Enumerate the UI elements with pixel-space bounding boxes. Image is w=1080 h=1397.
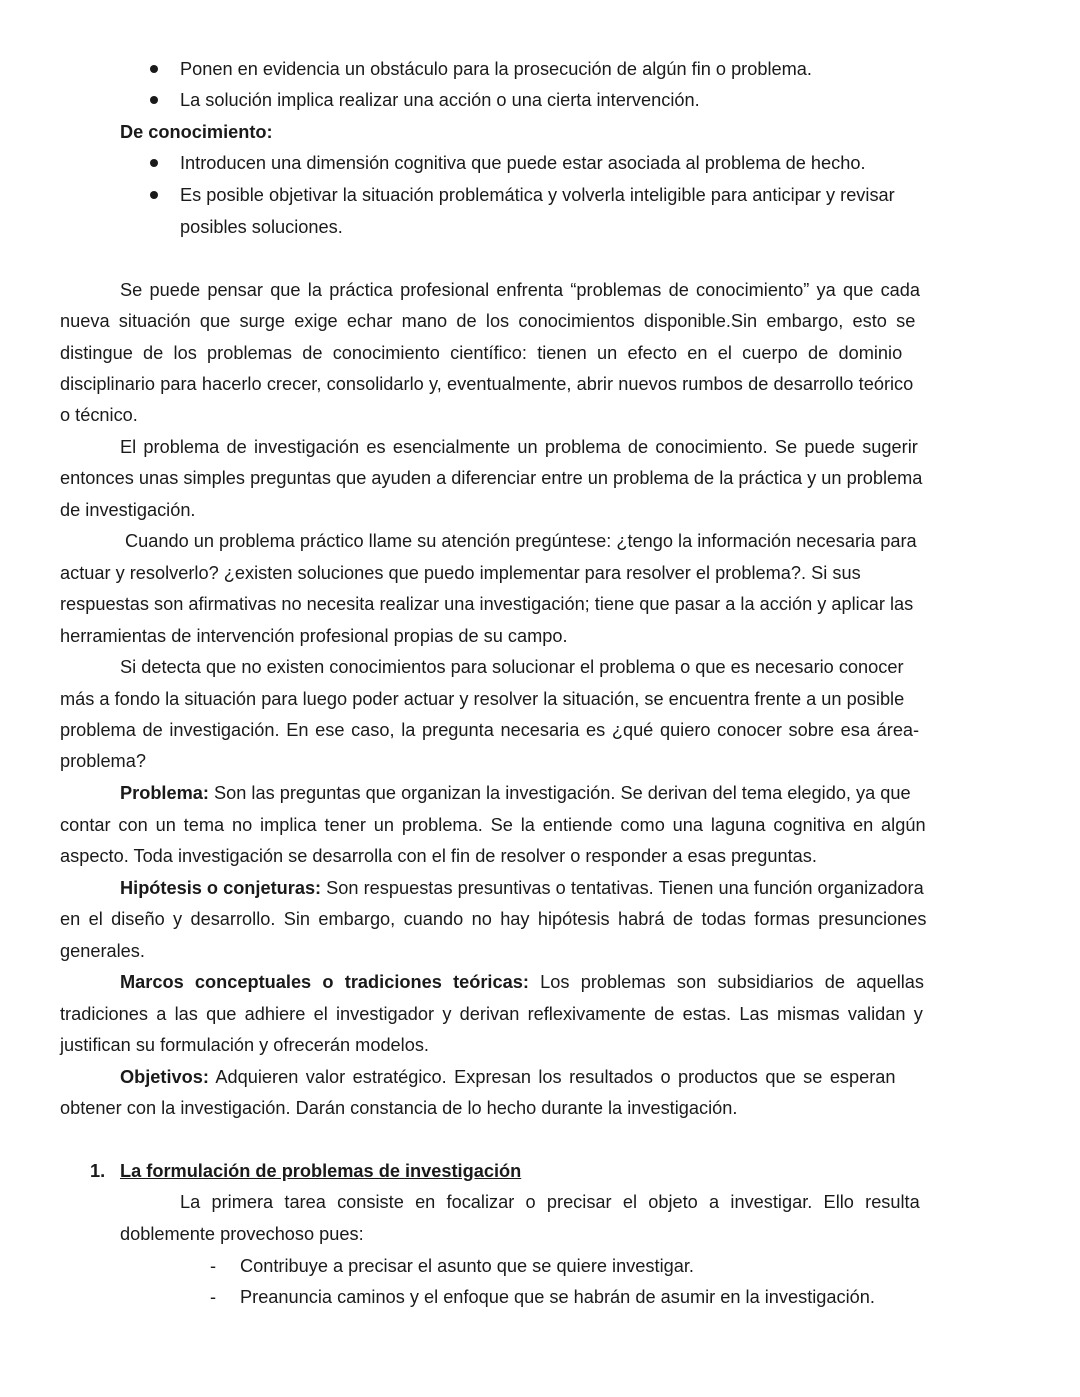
bullet-text: Ponen en evidencia un obstáculo para la prosecución de algún fin o problema. [180,59,812,79]
paragraph-line: El problema de investigación es esencialmente un problema de conocimiento. Se puede sugerir [120,437,918,457]
definition-term: Objetivos: [120,1067,209,1087]
paragraph-line: Se puede pensar que la práctica profesional enfrenta “problemas de conocimiento” ya que cada [120,280,921,300]
bullet-dot-icon [150,191,158,199]
definition-objetivos [120,1066,896,1088]
definition-text: Adquieren valor estratégico. Expresan los resultados o productos que se esperan [208,1067,896,1087]
paragraph-line: Si detecta que no existen conocimientos para solucionar el problema o que es necesario conocer [120,657,904,677]
dash-item-text: Contribuye a precisar el asunto que se quiere investigar. [240,1256,694,1276]
paragraph-line: respuestas son afirmativas no necesita realizar una investigación; tiene que pasar a la acción y aplicar las [60,594,914,614]
definition-problema [120,782,911,804]
paragraph-line: justifican su formulación y ofrecerán modelos. [60,1035,429,1055]
section-intro-line: La primera tarea consiste en focalizar o precisar el objeto a investigar. Ello resulta [180,1192,920,1212]
section-number: 1. [90,1161,106,1181]
bullet-dot-icon [150,96,158,104]
paragraph-line: o técnico. [60,405,138,425]
definition-text: Son respuestas presuntivas o tentativas. Tienen una función organizadora [321,878,924,898]
paragraph-line: generales. [60,941,145,961]
definition-text: Los problemas son subsidiarios de aquellas [528,972,924,992]
definition-term: Marcos conceptuales o tradiciones teóricas: [120,972,529,992]
paragraph-line: distingue de los problemas de conocimiento científico: tienen un efecto en el cuerpo de dominio [60,343,903,363]
definition-hipotesis [120,877,924,899]
paragraph-line: disciplinario para hacerlo crecer, consolidarlo y, eventualmente, abrir nuevos rumbos de desarrollo teórico [60,374,914,394]
paragraph-line: problema de investigación. En ese caso, la pregunta necesaria es ¿qué quiero conocer sobre esa área- [60,720,920,740]
bullet-text: La solución implica realizar una acción o una cierta intervención. [180,90,700,110]
paragraph-line: en el diseño y desarrollo. Sin embargo, cuando no hay hipótesis habrá de todas formas presunciones [60,909,927,929]
bullet-dot-icon [150,65,158,73]
dash-icon: - [210,1256,217,1276]
paragraph-line: problema? [60,751,146,771]
paragraph-line: Cuando un problema práctico llame su atención pregúntese: ¿tengo la información necesaria para [125,531,917,551]
bullet-text: Es posible objetivar la situación problemática y volverla inteligible para anticipar y revisar [180,185,895,205]
definition-marcos [120,971,924,993]
paragraph-line: obtener con la investigación. Darán constancia de lo hecho durante la investigación. [60,1098,738,1118]
bullet-text: Introducen una dimensión cognitiva que puede estar asociada al problema de hecho. [180,153,866,173]
definition-term: Hipótesis o conjeturas: [120,878,322,898]
section-intro-line: doblemente provechoso pues: [120,1224,364,1244]
subheading [120,121,273,143]
bullet-text-continuation: posibles soluciones. [180,217,343,237]
subheading-text: De conocimiento: [120,122,273,142]
paragraph-line: tradiciones a las que adhiere el investigador y derivan reflexivamente de estas. Las mismas validan y [60,1004,923,1024]
dash-icon: - [210,1287,217,1307]
definition-text: Son las preguntas que organizan la investigación. Se derivan del tema elegido, ya que [208,783,911,803]
paragraph-line: nueva situación que surge exige echar mano de los conocimientos disponible.Sin embargo, esto se [60,311,916,331]
section-title: La formulación de problemas de investigación [120,1161,522,1181]
paragraph-line: herramientas de intervención profesional propias de su campo. [60,626,568,646]
paragraph-line: más a fondo la situación para luego poder actuar y resolver la situación, se encuentra frente a un posible [60,689,905,709]
paragraph-line: contar con un tema no implica tener un problema. Se la entiende como una laguna cognitiva en algún [60,815,926,835]
paragraph-line: aspecto. Toda investigación se desarrolla con el fin de resolver o responder a esas preguntas. [60,846,817,866]
paragraph-line: entonces unas simples preguntas que ayuden a diferenciar entre un problema de la práctica y un problema [60,468,923,488]
paragraph-line: de investigación. [60,500,196,520]
paragraph-line: actuar y resolverlo? ¿existen soluciones que puedo implementar para resolver el problema?. Si sus [60,563,861,583]
definition-term: Problema: [120,783,209,803]
bullet-dot-icon [150,159,158,167]
dash-item-text: Preanuncia caminos y el enfoque que se habrán de asumir en la investigación. [240,1287,875,1307]
